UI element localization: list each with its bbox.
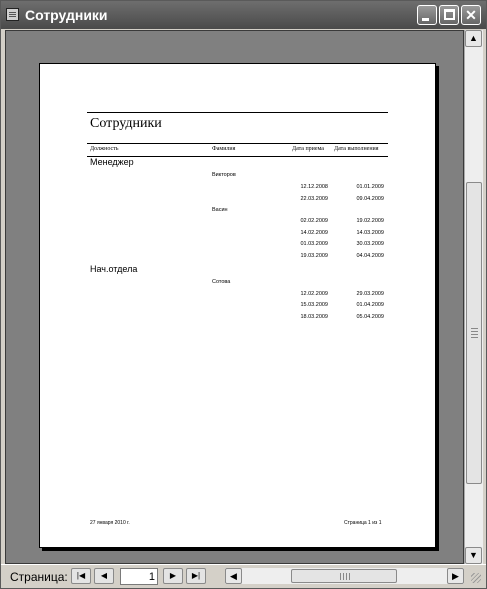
group-position: Менеджер (90, 157, 134, 167)
completion-date: 30.03.2009 (356, 241, 384, 247)
last-page-icon: ▶| (191, 571, 201, 580)
prev-page-button[interactable] (94, 568, 114, 584)
hire-date: 12.02.2009 (300, 291, 328, 297)
minimize-button[interactable] (417, 5, 437, 25)
horizontal-scroll-thumb[interactable] (291, 569, 397, 583)
hire-date: 22.03.2009 (300, 196, 328, 202)
scroll-grip (471, 331, 478, 332)
resize-grip-icon[interactable] (467, 569, 483, 585)
scroll-grip (471, 328, 478, 329)
scroll-grip (471, 334, 478, 335)
completion-date: 05.04.2009 (356, 314, 384, 320)
column-header-hire-date: Дата приема (292, 146, 324, 152)
employee-surname: Васин (212, 207, 228, 213)
scroll-grip (471, 337, 478, 338)
vertical-scroll-thumb[interactable] (466, 182, 482, 484)
scroll-left-button[interactable]: ◀ (225, 568, 242, 584)
completion-date: 04.04.2009 (356, 253, 384, 259)
header-top-rule (87, 143, 388, 144)
column-header-position: Должность (90, 146, 119, 152)
scroll-down-button[interactable]: ▼ (465, 547, 482, 564)
last-page-button[interactable] (186, 568, 206, 584)
maximize-button[interactable] (439, 5, 459, 25)
page-number-input[interactable] (120, 568, 158, 585)
column-header-surname: Фамилия (212, 146, 236, 152)
completion-date: 14.03.2009 (356, 230, 384, 236)
preview-area[interactable] (5, 30, 464, 564)
hire-date: 19.03.2009 (300, 253, 328, 259)
report-icon[interactable] (6, 8, 19, 21)
group-position: Нач.отдела (90, 264, 138, 274)
report-footer-date: 27 января 2010 г. (90, 520, 130, 526)
report-title: Сотрудники (90, 116, 162, 131)
hire-date: 18.03.2009 (300, 314, 328, 320)
column-header-completion-date: Дата выполнения (334, 146, 379, 152)
scroll-right-button[interactable]: ▶ (447, 568, 464, 584)
hire-date: 12.12.2008 (300, 184, 328, 190)
hire-date: 15.03.2009 (300, 302, 328, 308)
completion-date: 19.02.2009 (356, 218, 384, 224)
completion-date: 29.03.2009 (356, 291, 384, 297)
title-top-rule (87, 112, 388, 113)
scroll-grip (340, 573, 341, 580)
first-page-icon: |◀ (76, 571, 86, 580)
hire-date: 02.02.2009 (300, 218, 328, 224)
employee-surname: Сотова (212, 279, 231, 285)
navigation-bar (1, 564, 486, 589)
close-button[interactable]: ✕ (461, 5, 481, 25)
scroll-grip (346, 573, 347, 580)
completion-date: 01.01.2009 (356, 184, 384, 190)
completion-date: 09.04.2009 (356, 196, 384, 202)
report-page (39, 63, 436, 548)
horizontal-scrollbar[interactable] (225, 568, 464, 584)
employee-surname: Викторов (212, 172, 236, 178)
window-title: Сотрудники (25, 7, 108, 23)
prev-page-icon: ◀ (100, 571, 108, 580)
report-footer-page: Страница 1 из 1 (344, 520, 382, 526)
hire-date: 01.03.2009 (300, 241, 328, 247)
next-page-icon: ▶ (169, 571, 177, 580)
first-page-button[interactable] (71, 568, 91, 584)
scroll-grip (349, 573, 350, 580)
page-label: Страница: (10, 570, 68, 584)
title-bar[interactable] (1, 1, 486, 29)
scroll-up-button[interactable]: ▲ (465, 30, 482, 47)
vertical-scrollbar[interactable] (464, 30, 483, 564)
next-page-button[interactable] (163, 568, 183, 584)
completion-date: 01.04.2009 (356, 302, 384, 308)
scroll-grip (343, 573, 344, 580)
hire-date: 14.02.2009 (300, 230, 328, 236)
